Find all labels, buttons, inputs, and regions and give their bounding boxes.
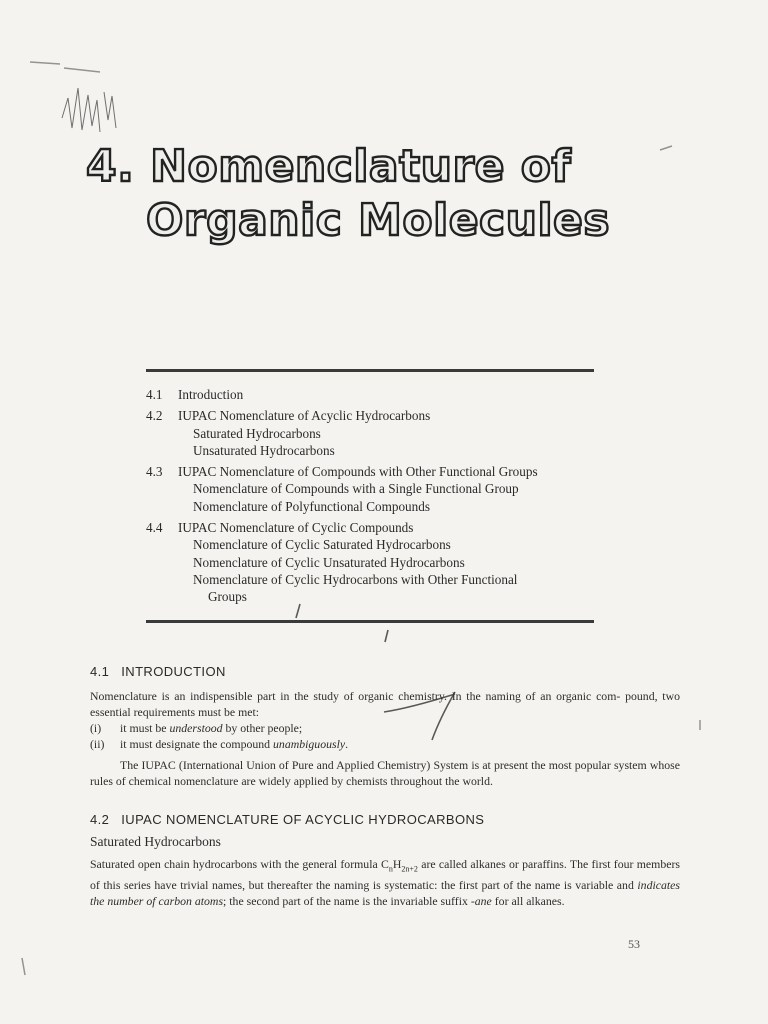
- chapter-title-line1: [86, 140, 610, 194]
- alkanes-paragraph: Saturated open chain hydrocarbons with the general formula $C_nH_{2n+2}$ are called alkanes or paraffins. The first four members of this series have trivial names, but thereafter the naming is systematic: the first part of the name is variable and indicates the number of carbon atoms; the second part of the name is the invariable suffix -ane for all alkanes.: [90, 857, 680, 909]
- list-marker: (ii): [90, 737, 105, 751]
- subsection-heading: Saturated Hydrocarbons: [90, 834, 221, 849]
- list-text: it must be understood by other people;: [120, 721, 303, 735]
- toc-entry-title: IUPAC Nomenclature of Cyclic Compounds: [178, 520, 414, 536]
- toc-subentry: Nomenclature of Cyclic Unsaturated Hydrocarbons: [193, 554, 465, 570]
- list-text: it must designate the compound unambiguously.: [120, 737, 349, 751]
- section-heading-4-1: [90, 664, 226, 679]
- intro-line-1: Nomenclature is an indispensible part in the study of organic chemistry. In the naming of an organic com-: [90, 689, 621, 703]
- chapter-title: [86, 140, 610, 248]
- toc-subentry: Nomenclature of Cyclic Saturated Hydrocarbons: [193, 537, 451, 553]
- toc-subentry: Saturated Hydrocarbons: [193, 425, 321, 441]
- toc-entry-number: 4.4: [146, 520, 163, 536]
- list-item: [90, 720, 680, 736]
- toc-entry-number: 4.2: [146, 408, 163, 424]
- toc-subentry: Nomenclature of Polyfunctional Compounds: [193, 498, 430, 514]
- toc-entry-title: Introduction: [178, 387, 244, 402]
- chapter-title-line2: Organic Molecules: [146, 195, 611, 246]
- toc-entry: [146, 386, 596, 403]
- scribble-mark: [62, 88, 116, 132]
- toc-entry-number: 4.3: [146, 464, 163, 480]
- section-number: 4.2: [90, 812, 110, 827]
- intro-paragraph: [90, 688, 680, 720]
- table-of-contents: [146, 386, 596, 606]
- list-marker: (i): [90, 721, 102, 735]
- section-title: IUPAC NOMENCLATURE OF ACYCLIC HYDROCARBONS: [121, 812, 485, 827]
- section-number: 4.1: [90, 664, 110, 679]
- toc-entry-number: 4.1: [146, 387, 163, 402]
- toc-top-rule: [146, 369, 594, 372]
- intro-line-2: pound, two essential requirements must be met:: [90, 689, 680, 719]
- toc-subentry: Groups: [208, 589, 247, 605]
- page-number: 53: [628, 937, 640, 951]
- chapter-title-text1: Nomenclature of: [150, 141, 572, 192]
- toc-subentry: Nomenclature of Compounds with a Single Functional Group: [193, 481, 519, 497]
- section-heading-4-2: [90, 812, 484, 827]
- toc-entry: [146, 519, 596, 536]
- iupac-paragraph: The IUPAC (International Union of Pure and Applied Chemistry) System is at present the most popular system whose rules of chemical nomenclature are widely applied by chemists throughout the world.: [90, 758, 680, 788]
- toc-entry-title: IUPAC Nomenclature of Compounds with Other Functional Groups: [178, 464, 538, 480]
- chapter-number: 4.: [86, 141, 135, 192]
- toc-entry: [146, 407, 596, 424]
- toc-bottom-rule: [146, 620, 594, 623]
- toc-subentry: Unsaturated Hydrocarbons: [193, 442, 335, 458]
- list-item: [90, 736, 680, 752]
- saturated-hydrocarbons-body: [90, 856, 680, 909]
- toc-entry: [146, 463, 596, 480]
- introduction-body: [90, 688, 680, 789]
- toc-subentry: Nomenclature of Cyclic Hydrocarbons with Other Functional: [193, 571, 518, 587]
- section-title: INTRODUCTION: [121, 664, 226, 679]
- toc-entry-title: IUPAC Nomenclature of Acyclic Hydrocarbons: [178, 408, 431, 424]
